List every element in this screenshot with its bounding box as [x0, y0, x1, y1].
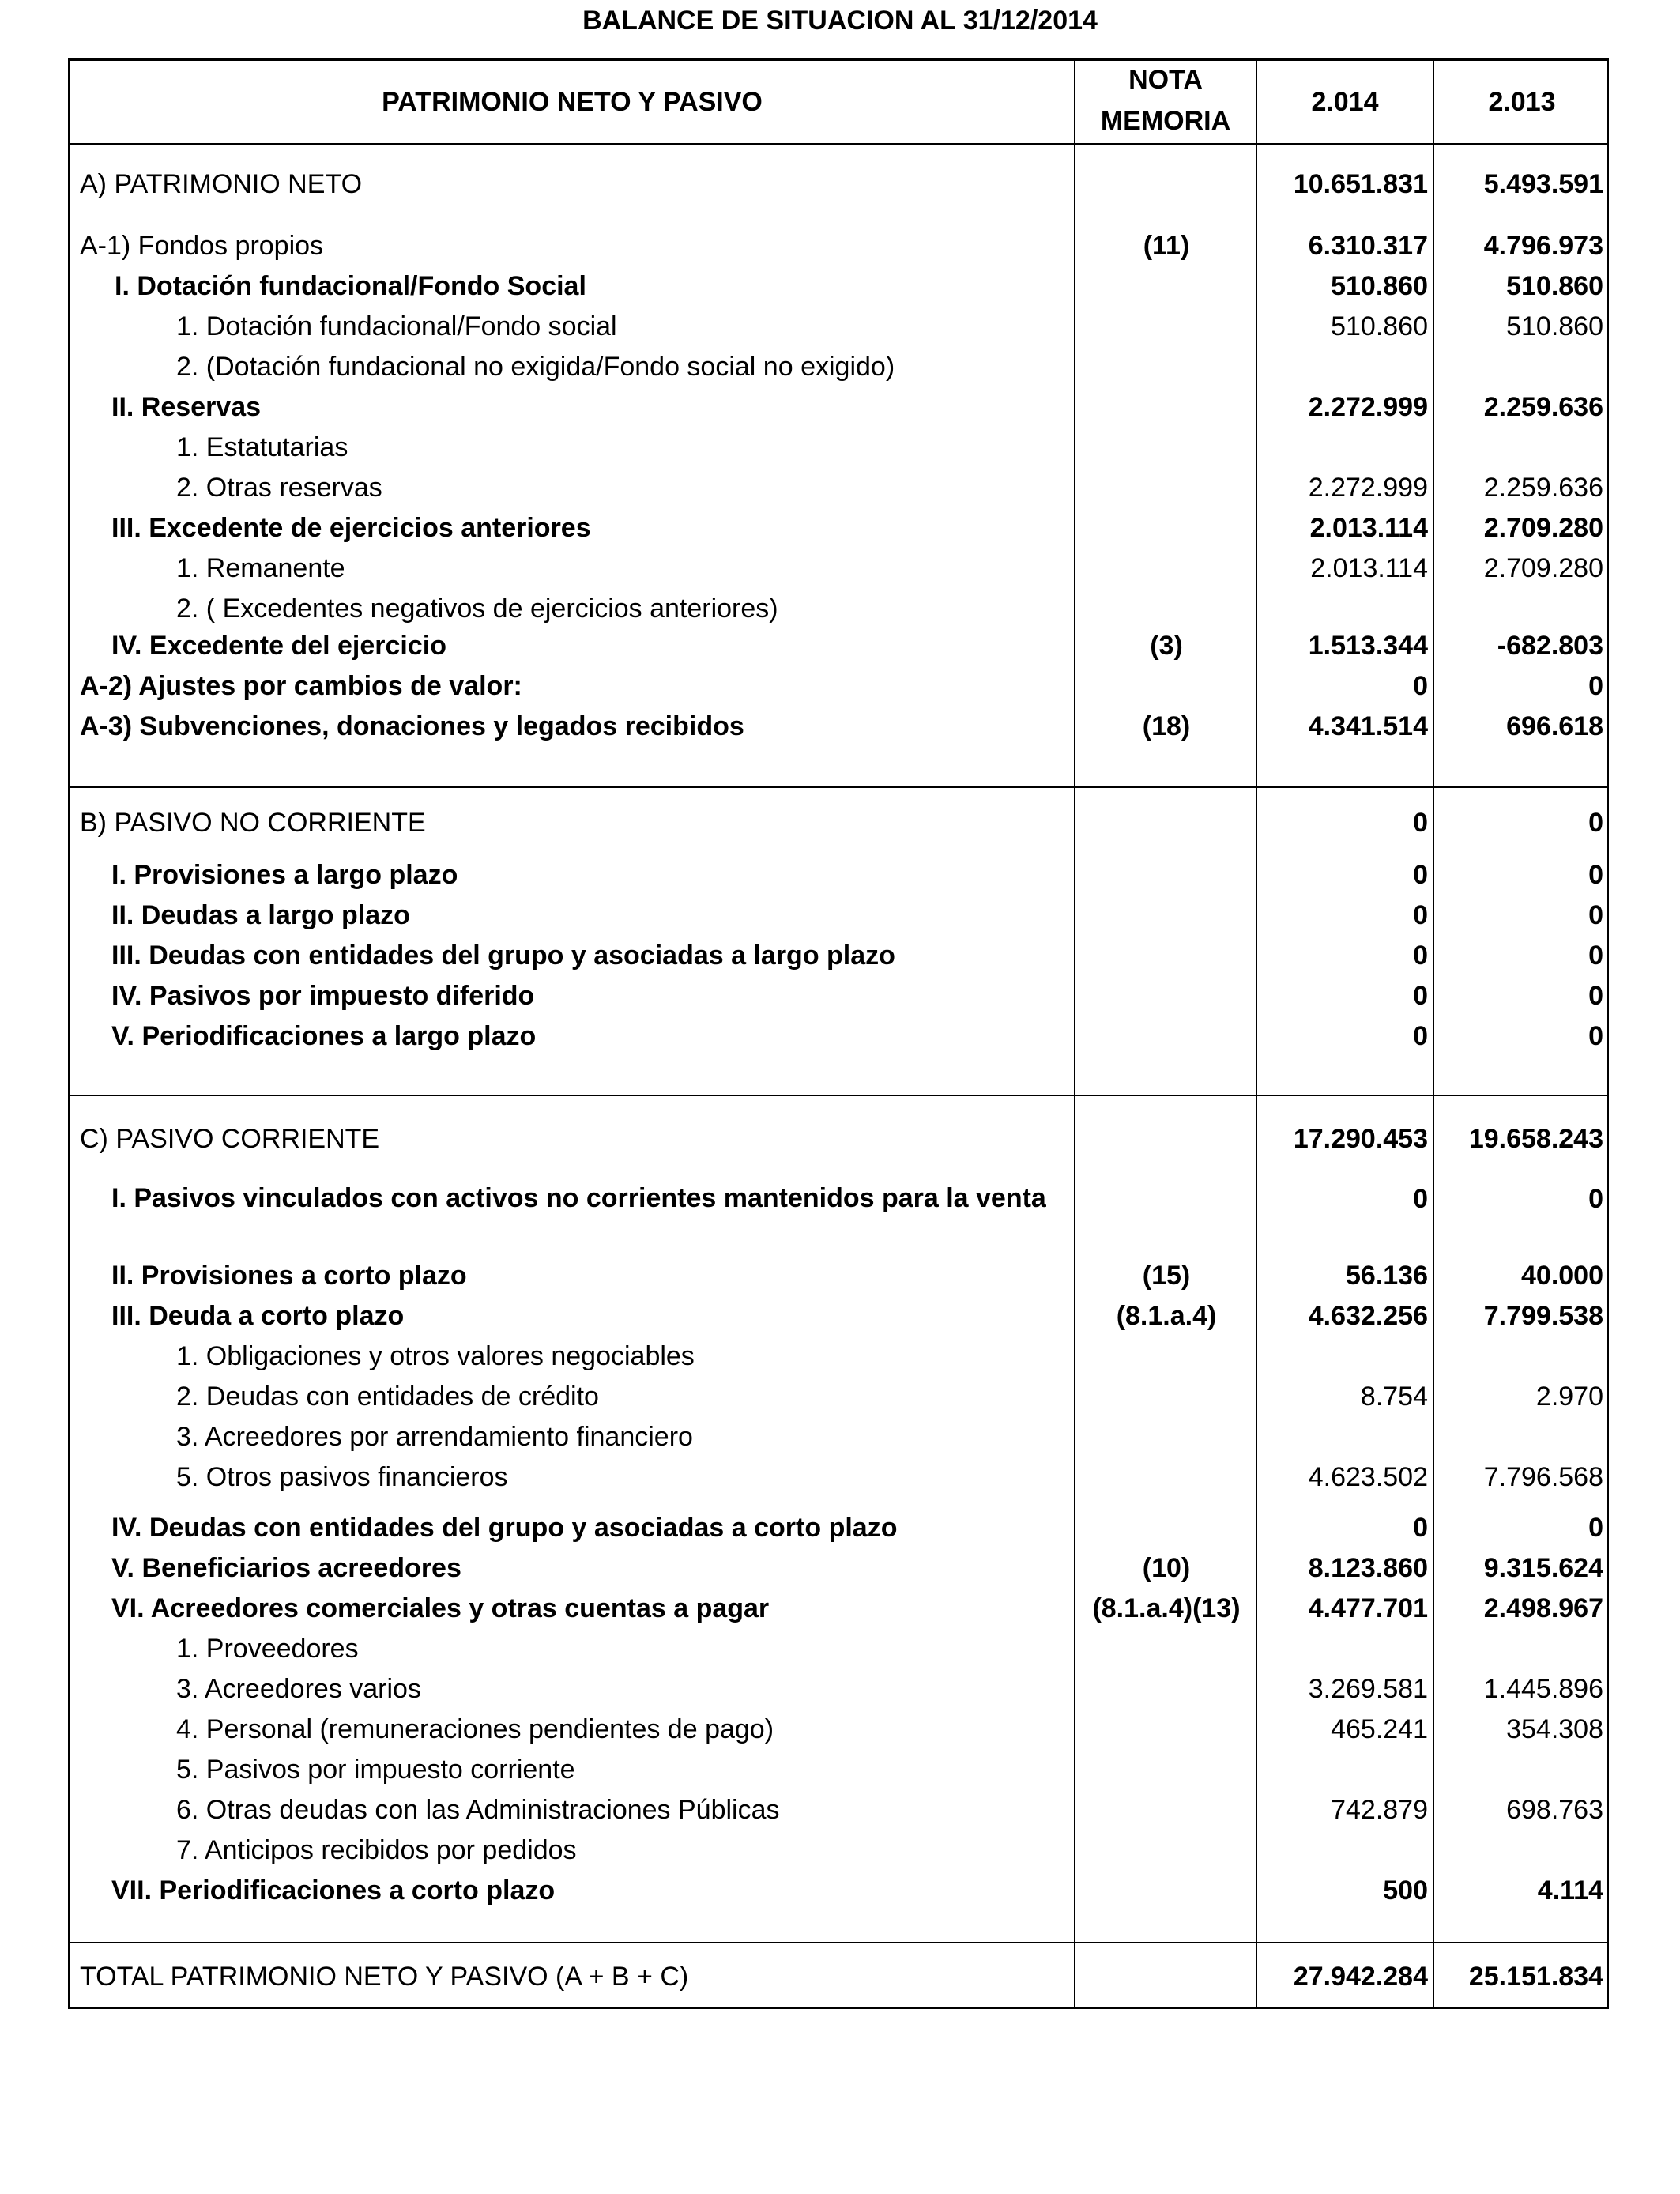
header-divider — [70, 143, 1607, 145]
header-note-line2: MEMORIA — [1100, 106, 1231, 136]
header-year-2014: 2.014 — [1311, 87, 1379, 117]
page-title: BALANCE DE SITUACION AL 31/12/2014 — [582, 6, 1098, 36]
section-divider — [70, 786, 1607, 788]
balance-sheet-table: PATRIMONIO NETO Y PASIVO NOTA MEMORIA 2.014 2.013 A) PATRIMONIO NETO 10.651.831 5.493.591 A-1) Fondos propios (11) 6.310.317 4.796.973 I. Dotación fundacional/Fondo Social 510.860 510.860 1. Dotación fundacional/Fondo social 510.860 510.860 2. (Dotación fundacional no exigida/Fondo social no exigido) II. Reservas 2.272.999 2.259.636 1. Estatutarias 2. Otras reservas 2.272.999 2.259.636 III. Excedente de ejercicios anteriores 2.013.114 2.709.280 1. Remanente 2.013.114 2.709.280 2. ( Excedentes negativos de ejercicios anteriores) IV. Excedente del ejercicio (3) 1.513.344 -682.803 A-2) Ajustes por cambios de valor: 0 0 A-3) Subvenciones, donaciones y legados recibidos (18) 4.341.514 696.618 B) PASIVO NO CORRIENTE 0 0 I. Provisiones a largo plazo 0 0 II. Deudas a largo plazo 0 0 III. Deudas con entidades del grupo y asociadas a largo plazo 0 0 IV. Pasivos por impuesto diferido 0 0 V. Periodificaciones a largo plazo 0 0 C) PASIVO CORRIENTE 17.290.453 19.658.243 I. Pasivos vinculados con activos no corrientes mantenidos para la venta 0 0 II. Provisiones a corto plazo (15) 56.136 40.000 III. Deuda a corto plazo (8.1.a.4) 4.632.256 7.799.538 1. Obligaciones y otros valores negociables 2. Deudas con entidades de crédito 8.754 2.970 3. Acreedores por arrendamiento financiero 5. Otros pasivos financieros 4.623.502 7.796.568 IV. Deudas con entidades del grupo y asociadas a corto plazo 0 0 V. Beneficiarios acreedores (10) 8.123.860 9.315.624 VI. Acreedores comerciales y otras cuentas a pagar (8.1.a.4)(13) 4.477.701 2.498.967 1. Proveedores 3. Acreedores varios 3.269.581 1.445.896 4. Personal (remuneraciones pendientes de pago) 465.241 354.308 5. Pasivos por impuesto corriente 6. Otras deudas con las Administraciones Públicas 742.879 698.763 7. Anticipos recibidos por pedidos VII. Periodificaciones a corto plazo 500 4.114 TOTAL PATRIMONIO NETO Y PASIVO (A + B + C) 27.942.284 25.151.834 — [68, 58, 1609, 2009]
section-divider — [70, 1942, 1607, 1943]
header-note-line1: NOTA — [1128, 65, 1203, 95]
header-concept: PATRIMONIO NETO Y PASIVO — [382, 87, 763, 117]
section-divider — [70, 1095, 1607, 1096]
header-year-2013: 2.013 — [1488, 87, 1556, 117]
column-divider — [1074, 61, 1075, 2007]
